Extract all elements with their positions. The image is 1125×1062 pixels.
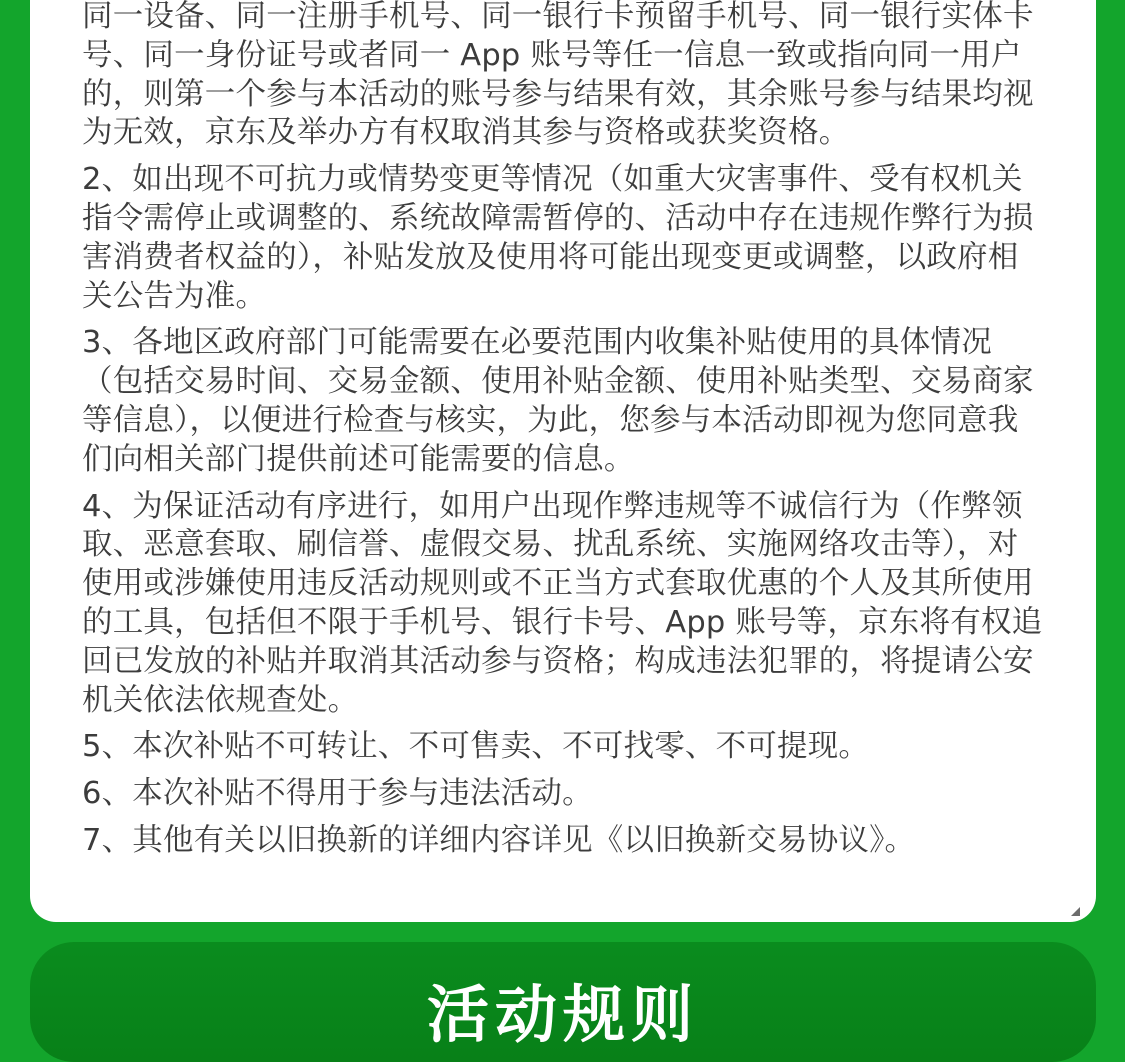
rules-card xyxy=(30,0,1096,922)
rule-paragraph-2: 2、如出现不可抗力或情势变更等情况（如重大灾害事件、受有权机关 指令需停止或调整的、系统故障需暂停的、活动中存在违规作弊行为损 害消费者权益的），补贴发放及使用将可能出现变更或调整，以政府相 关公告为准。 xyxy=(82,162,1034,314)
rule-paragraph-1-continued: 同一设备、同一注册手机号、同一银行卡预留手机号、同一银行实体卡 号、同一身份证号或者同一 App 账号等任一信息一致或指向同一用户 的，则第一个参与本活动的账号参与结果有效，其余账号参与结果均视 为无效，京东及举办方有权取消其参与资格或获奖资格。 xyxy=(82,0,1034,151)
rule-paragraph-3: 3、各地区政府部门可能需要在必要范围内收集补贴使用的具体情况 （包括交易时间、交易金额、使用补贴金额、使用补贴类型、交易商家 等信息），以便进行检查与核实，为此，您参与本活动即视为您同意我 们向相关部门提供前述可能需要的信息。 xyxy=(82,325,1034,477)
rules-text xyxy=(82,0,1072,869)
rule-paragraph-5: 5、本次补贴不可转让、不可售卖、不可找零、不可提现。 xyxy=(82,729,870,765)
activity-rules-section-header[interactable] xyxy=(30,942,1096,1062)
activity-rules-title: 活动规则 xyxy=(426,978,699,1051)
rule-paragraph-6: 6、本次补贴不得用于参与违法活动。 xyxy=(82,776,593,812)
rule-paragraph-7: 7、其他有关以旧换新的详细内容详见《以旧换新交易协议》。 xyxy=(82,822,916,858)
rule-paragraph-4: 4、为保证活动有序进行，如用户出现作弊违规等不诚信行为（作弊领 取、恶意套取、刷信誉、虚假交易、扰乱系统、实施网络攻击等），对 使用或涉嫌使用违反活动规则或不正当方式套取优惠的个人及其所使用 的工具，包括但不限于手机号、银行卡号、App 账号等，京东将有权追 回已发放的补贴并取消其活动参与资格；构成违法犯罪的，将提请公安 机关依法依规查处。 xyxy=(82,488,1043,718)
scroll-grip-icon[interactable] xyxy=(1071,907,1080,916)
